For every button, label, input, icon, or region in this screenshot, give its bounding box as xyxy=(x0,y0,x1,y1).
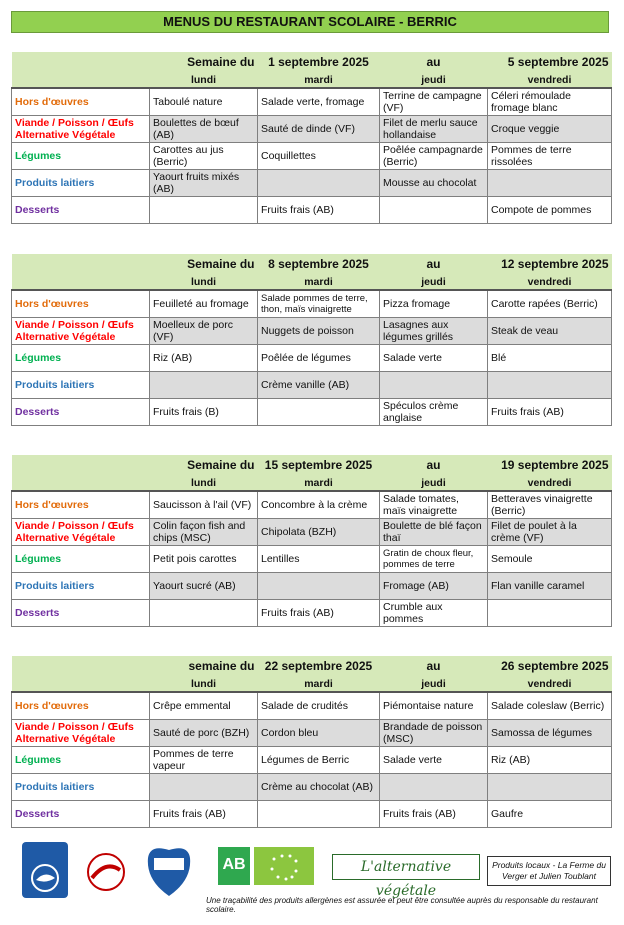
day-header: jeudi xyxy=(380,274,488,290)
menu-cell: Fromage (AB) xyxy=(380,573,488,600)
menu-cell: Samossa de légumes xyxy=(488,720,612,747)
menu-cell: Sauté de porc (BZH) xyxy=(150,720,258,747)
day-header: vendredi xyxy=(488,475,612,491)
menu-cell xyxy=(258,573,380,600)
menu-cell: Coquillettes xyxy=(258,143,380,170)
menu-cell: Chipolata (BZH) xyxy=(258,519,380,546)
week-start-date: 1 septembre 2025 xyxy=(258,52,380,72)
menu-cell: Pommes de terre rissolées xyxy=(488,143,612,170)
menu-cell xyxy=(488,170,612,197)
menu-cell xyxy=(488,774,612,801)
category-label: Produits laitiers xyxy=(15,379,95,391)
menu-cell xyxy=(258,170,380,197)
category-label: Hors d'œuvres xyxy=(15,499,89,511)
category-label: Produits laitiers xyxy=(15,580,95,592)
day-header: mardi xyxy=(258,274,380,290)
local-line-2: Verger et Julien Toublant xyxy=(502,871,596,881)
category-label: Produits laitiers xyxy=(15,781,95,793)
category-laitiers xyxy=(12,774,150,801)
menu-cell xyxy=(150,372,258,399)
category-desserts xyxy=(12,600,150,627)
week-end-date: 5 septembre 2025 xyxy=(488,52,612,72)
menu-cell: Petit pois carottes xyxy=(150,546,258,573)
week-start-date: 22 septembre 2025 xyxy=(258,656,380,676)
menu-cell: Brandade de poisson (MSC) xyxy=(380,720,488,747)
menu-cell: Riz (AB) xyxy=(488,747,612,774)
menu-cell: Moelleux de porc (VF) xyxy=(150,318,258,345)
menu-cell: Fruits frais (AB) xyxy=(258,600,380,627)
menu-cell xyxy=(488,600,612,627)
day-header: lundi xyxy=(150,475,258,491)
menu-cell: Gaufre xyxy=(488,801,612,828)
category-hors xyxy=(12,491,150,519)
week-end-date: 19 septembre 2025 xyxy=(488,455,612,475)
category-viande xyxy=(12,116,150,143)
menu-cell: Pizza fromage xyxy=(380,290,488,318)
menu-cell xyxy=(150,600,258,627)
week-start-date: 8 septembre 2025 xyxy=(258,254,380,274)
category-legumes xyxy=(12,143,150,170)
category-label: Viande / Poisson / Œufs xyxy=(15,117,134,129)
menu-cell xyxy=(380,774,488,801)
day-header: vendredi xyxy=(488,72,612,88)
category-label: Desserts xyxy=(15,808,60,820)
category-label: Légumes xyxy=(15,150,62,162)
menu-cell: Terrine de campagne (VF) xyxy=(380,88,488,116)
menu-cell: Blé xyxy=(488,345,612,372)
menu-cell: Feuilleté au fromage xyxy=(150,290,258,318)
day-header: mardi xyxy=(258,676,380,692)
day-header: lundi xyxy=(150,274,258,290)
menu-cell: Steak de veau xyxy=(488,318,612,345)
menu-cell: Piémontaise nature xyxy=(380,692,488,720)
menu-cell: Compote de pommes xyxy=(488,197,612,224)
category-label: Viande / Poisson / Œufs xyxy=(15,520,134,532)
week-menu-table xyxy=(11,656,611,828)
category-desserts xyxy=(12,801,150,828)
menu-cell: Crème vanille (AB) xyxy=(258,372,380,399)
ab-logo xyxy=(218,847,250,885)
week-end-date: 26 septembre 2025 xyxy=(488,656,612,676)
category-label: Alternative Végétale xyxy=(15,331,116,343)
menu-cell: Salade verte, fromage xyxy=(258,88,380,116)
euro-leaf-logo xyxy=(254,847,314,885)
day-header: vendredi xyxy=(488,274,612,290)
menu-cell: Fruits frais (AB) xyxy=(380,801,488,828)
menu-cell: Crumble aux pommes xyxy=(380,600,488,627)
allergen-note: Une traçabilité des produits allergènes est assurée et peut être consultée auprès du responsable du restaurant scolaire. xyxy=(206,896,598,914)
week-au: au xyxy=(380,656,488,676)
menu-cell: Poêlée de légumes xyxy=(258,345,380,372)
week-au: au xyxy=(380,455,488,475)
category-legumes xyxy=(12,345,150,372)
menu-cell: Pommes de terre vapeur xyxy=(150,747,258,774)
menu-cell: Lentilles xyxy=(258,546,380,573)
menu-cell: Lasagnes aux légumes grillés xyxy=(380,318,488,345)
category-label: Légumes xyxy=(15,754,62,766)
local-line-1: Produits locaux - La Ferme du xyxy=(492,860,606,870)
menu-cell: Saucisson à l'ail (VF) xyxy=(150,491,258,519)
menu-cell: Carottes au jus (Berric) xyxy=(150,143,258,170)
week-start-date: 15 septembre 2025 xyxy=(258,455,380,475)
week-menu-table xyxy=(11,455,611,627)
category-label: Hors d'œuvres xyxy=(15,700,89,712)
category-desserts xyxy=(12,197,150,224)
week-menu-table xyxy=(11,254,611,426)
menu-cell xyxy=(380,197,488,224)
week-label: Semaine du xyxy=(150,254,258,274)
menu-cell: Salade tomates, maïs vinaigrette xyxy=(380,491,488,519)
week-empty-cell xyxy=(12,656,150,676)
menu-cell: Salade verte xyxy=(380,345,488,372)
menu-cell: Crêpe emmental xyxy=(150,692,258,720)
menu-cell xyxy=(150,774,258,801)
category-label: Desserts xyxy=(15,204,60,216)
day-empty-cell xyxy=(12,274,150,290)
category-laitiers xyxy=(12,573,150,600)
category-hors xyxy=(12,88,150,116)
label-rouge-logo xyxy=(84,852,128,892)
day-header: jeudi xyxy=(380,72,488,88)
day-header: mardi xyxy=(258,72,380,88)
menu-cell: Colin façon fish and chips (MSC) xyxy=(150,519,258,546)
menu-cell: Gratin de choux fleur, pommes de terre xyxy=(380,546,488,573)
day-header: lundi xyxy=(150,72,258,88)
msc-logo xyxy=(22,842,68,898)
category-laitiers xyxy=(12,170,150,197)
menu-cell: Taboulé nature xyxy=(150,88,258,116)
local-products-note xyxy=(487,856,611,886)
category-label: Alternative Végétale xyxy=(15,532,116,544)
day-header: vendredi xyxy=(488,676,612,692)
category-label: Desserts xyxy=(15,406,60,418)
category-viande xyxy=(12,318,150,345)
menu-cell: Betteraves vinaigrette (Berric) xyxy=(488,491,612,519)
week-label: Semaine du xyxy=(150,52,258,72)
menu-cell: Fruits frais (AB) xyxy=(150,801,258,828)
week-label: Semaine du xyxy=(150,455,258,475)
menu-cell: Flan vanille caramel xyxy=(488,573,612,600)
day-header: lundi xyxy=(150,676,258,692)
category-desserts xyxy=(12,399,150,426)
menu-cell: Carotte rapées (Berric) xyxy=(488,290,612,318)
category-label: Légumes xyxy=(15,553,62,565)
menu-cell xyxy=(488,372,612,399)
alternative-vegetale-logo: L'alternative végétale xyxy=(332,854,480,880)
menu-cell xyxy=(380,372,488,399)
day-empty-cell xyxy=(12,72,150,88)
category-legumes xyxy=(12,747,150,774)
menu-cell: Salade coleslaw (Berric) xyxy=(488,692,612,720)
menu-cell: Cordon bleu xyxy=(258,720,380,747)
day-header: jeudi xyxy=(380,475,488,491)
menu-cell: Riz (AB) xyxy=(150,345,258,372)
category-laitiers xyxy=(12,372,150,399)
menu-cell: Fruits frais (AB) xyxy=(488,399,612,426)
week-empty-cell xyxy=(12,455,150,475)
category-label: Viande / Poisson / Œufs xyxy=(15,721,134,733)
week-label: semaine du xyxy=(150,656,258,676)
menu-cell: Yaourt fruits mixés (AB) xyxy=(150,170,258,197)
category-label: Alternative Végétale xyxy=(15,733,116,745)
day-header: jeudi xyxy=(380,676,488,692)
category-legumes xyxy=(12,546,150,573)
category-viande xyxy=(12,519,150,546)
bleu-blanc-coeur-logo xyxy=(144,840,194,898)
week-au: au xyxy=(380,52,488,72)
menu-cell: Crème au chocolat (AB) xyxy=(258,774,380,801)
menu-cell: Céleri rémoulade fromage blanc xyxy=(488,88,612,116)
menu-cell: Filet de poulet à la crème (VF) xyxy=(488,519,612,546)
menu-cell: Concombre à la crème xyxy=(258,491,380,519)
category-label: Hors d'œuvres xyxy=(15,96,89,108)
menu-cell: Boulette de blé façon thaï xyxy=(380,519,488,546)
day-empty-cell xyxy=(12,676,150,692)
menu-cell: Yaourt sucré (AB) xyxy=(150,573,258,600)
menu-cell xyxy=(258,399,380,426)
menu-cell: Spéculos crème anglaise xyxy=(380,399,488,426)
week-menu-table xyxy=(11,52,611,224)
week-empty-cell xyxy=(12,254,150,274)
category-label: Alternative Végétale xyxy=(15,129,116,141)
week-au: au xyxy=(380,254,488,274)
menu-cell: Fruits frais (AB) xyxy=(258,197,380,224)
category-label: Viande / Poisson / Œufs xyxy=(15,319,134,331)
menu-cell xyxy=(258,801,380,828)
menu-cell: Semoule xyxy=(488,546,612,573)
menu-cell: Boulettes de bœuf (AB) xyxy=(150,116,258,143)
menu-cell: Mousse au chocolat xyxy=(380,170,488,197)
menu-cell: Sauté de dinde (VF) xyxy=(258,116,380,143)
menu-cell: Poêlée campagnarde (Berric) xyxy=(380,143,488,170)
menu-cell: Salade pommes de terre, thon, maïs vinaigrette xyxy=(258,290,380,318)
category-viande xyxy=(12,720,150,747)
menu-cell: Nuggets de poisson xyxy=(258,318,380,345)
category-hors xyxy=(12,692,150,720)
week-empty-cell xyxy=(12,52,150,72)
week-end-date: 12 septembre 2025 xyxy=(488,254,612,274)
svg-text:AB: AB xyxy=(222,856,246,873)
menu-cell: Salade de crudités xyxy=(258,692,380,720)
page-title: MENUS DU RESTAURANT SCOLAIRE - BERRIC xyxy=(11,11,609,33)
day-empty-cell xyxy=(12,475,150,491)
menu-cell: Croque veggie xyxy=(488,116,612,143)
category-label: Desserts xyxy=(15,607,60,619)
menu-cell: Fruits frais (B) xyxy=(150,399,258,426)
category-hors xyxy=(12,290,150,318)
menu-cell: Filet de merlu sauce hollandaise xyxy=(380,116,488,143)
menu-cell xyxy=(150,197,258,224)
day-header: mardi xyxy=(258,475,380,491)
category-label: Légumes xyxy=(15,352,62,364)
category-label: Hors d'œuvres xyxy=(15,298,89,310)
menu-cell: Salade verte xyxy=(380,747,488,774)
category-label: Produits laitiers xyxy=(15,177,95,189)
menu-cell: Légumes de Berric xyxy=(258,747,380,774)
